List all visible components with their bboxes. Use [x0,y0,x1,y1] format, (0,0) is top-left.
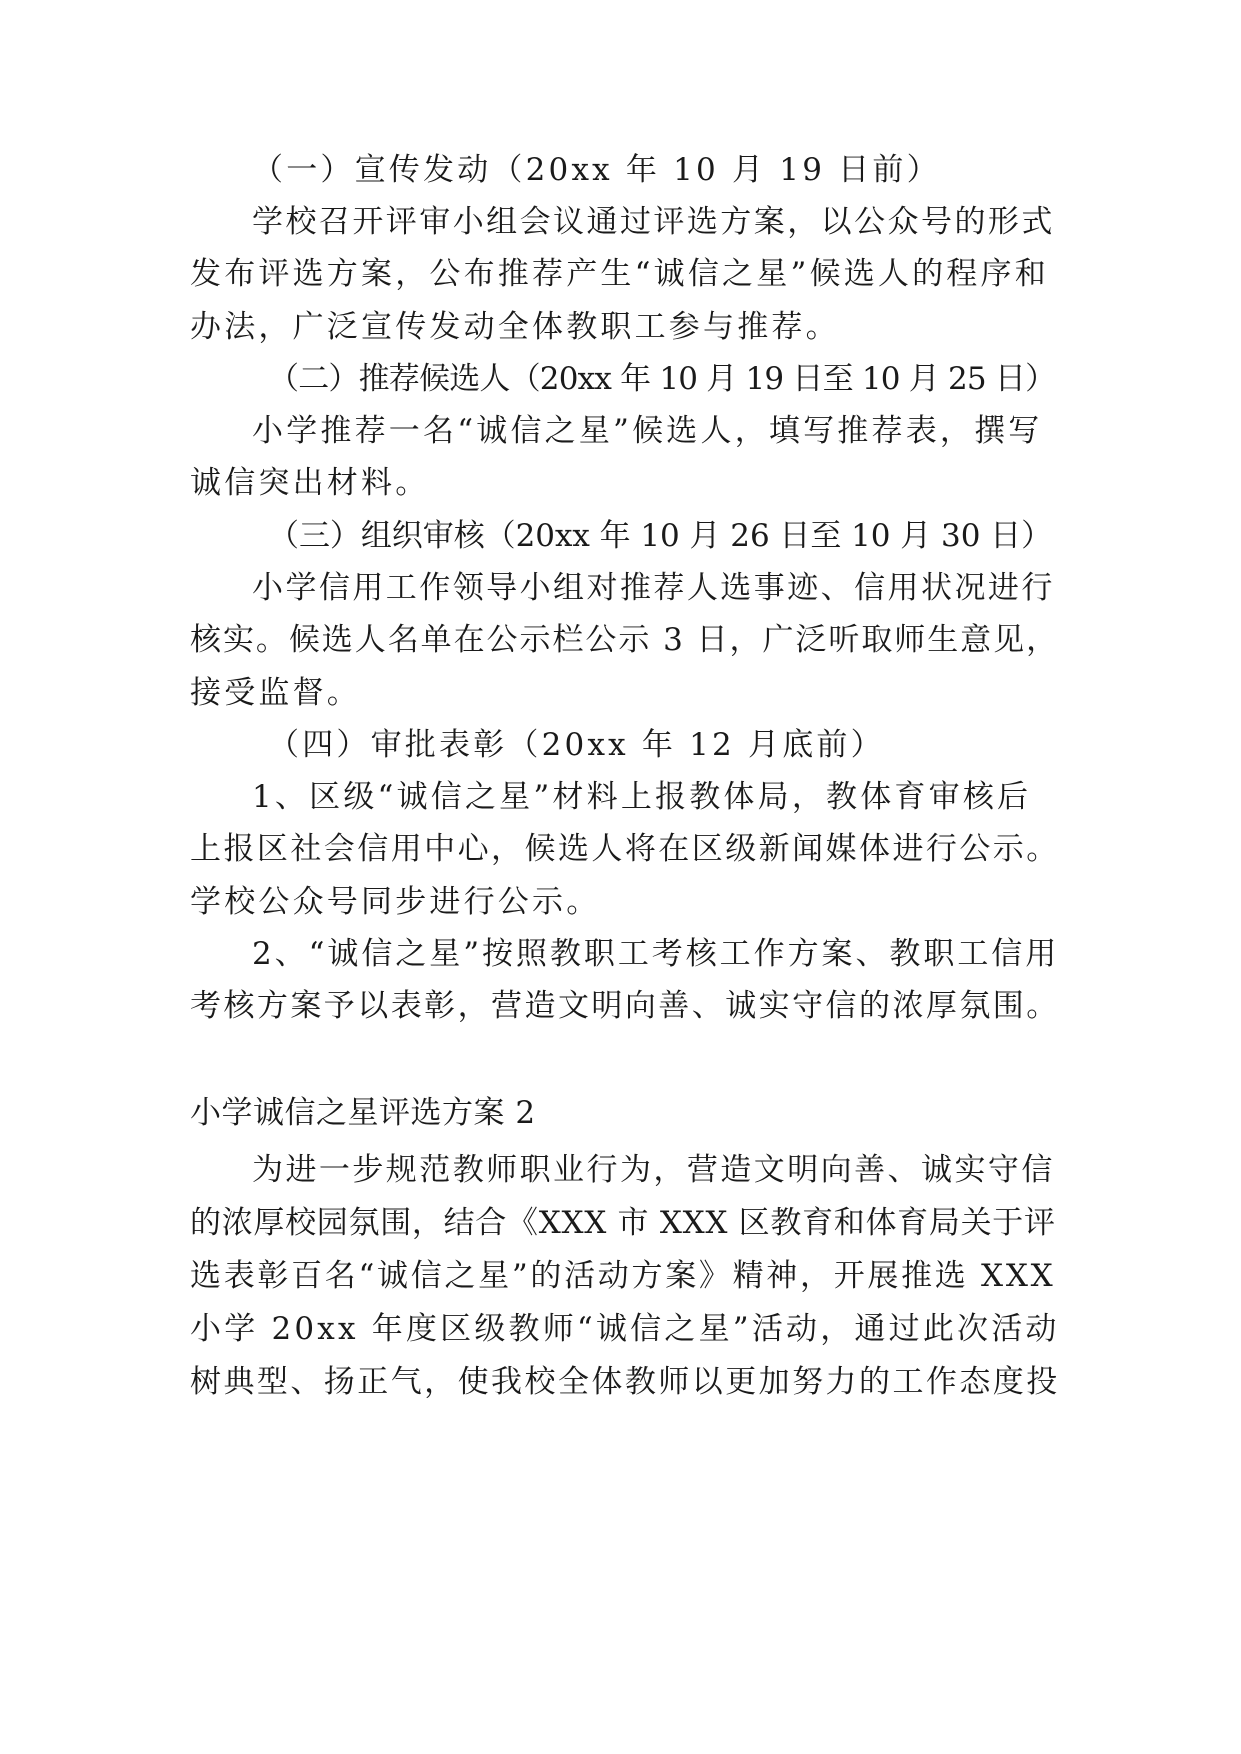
step1-line-3: 办法，广泛宣传发动全体教职工参与推荐。 [190,309,840,345]
step3-line-3: 接受监督。 [190,675,361,711]
step3-title: （三）组织审核（20xx 年 10 月 26 日至 10 月 30 日） [268,518,1053,554]
step3-line-1: 小学信用工作领导小组对推荐人选事迹、信用状况进行 [252,570,1055,606]
step4-item1-line-1: 1、区级“诚信之星”材料上报教体局，教体育审核后 [252,779,1032,815]
step4-item2-line-1: 2、“诚信之星”按照教职工考核工作方案、教职工信用 [252,936,1060,972]
step3-line-2: 核实。候选人名单在公示栏公示 3 日，广泛听取师生意见， [190,622,1060,658]
step2-line-2: 诚信突出材料。 [190,465,430,501]
step4-item1-line-3: 学校公众号同步进行公示。 [190,884,601,920]
step4-title: （四）审批表彰（20xx 年 12 月底前） [268,727,885,763]
step2-title: （二）推荐候选人（20xx 年 10 月 19 日至 10 月 25 日） [268,361,1056,397]
step2-line-1: 小学推荐一名“诚信之星”候选人，填写推荐表，撰写 [252,413,1043,449]
step1-title: （一）宣传发动（20xx 年 10 月 19 日前） [252,152,941,188]
section2-heading: 小学诚信之星评选方案 2 [190,1095,536,1131]
step4-item1-line-2: 上报区社会信用中心，候选人将在区级新闻媒体进行公示。 [190,831,1060,867]
step1-line-2: 发布评选方案，公布推荐产生“诚信之星”候选人的程序和 [190,256,1049,292]
section2-line-4: 小学 20xx 年度区级教师“诚信之星”活动，通过此次活动 [190,1311,1060,1347]
step1-line-1: 学校召开评审小组会议通过评选方案，以公众号的形式 [252,204,1055,240]
section2-line-2: 的浓厚校园氛围，结合《XXX 市 XXX 区教育和体育局关于评 [190,1205,1056,1241]
step4-item2-line-2: 考核方案予以表彰，营造文明向善、诚实守信的浓厚氛围。 [190,988,1060,1024]
section2-line-5: 树典型、扬正气，使我校全体教师以更加努力的工作态度投 [190,1364,1060,1400]
section2-line-3: 选表彰百名“诚信之星”的活动方案》精神，开展推选 XXX [190,1258,1056,1294]
section2-line-1: 为进一步规范教师职业行为，营造文明向善、诚实守信 [252,1152,1055,1188]
